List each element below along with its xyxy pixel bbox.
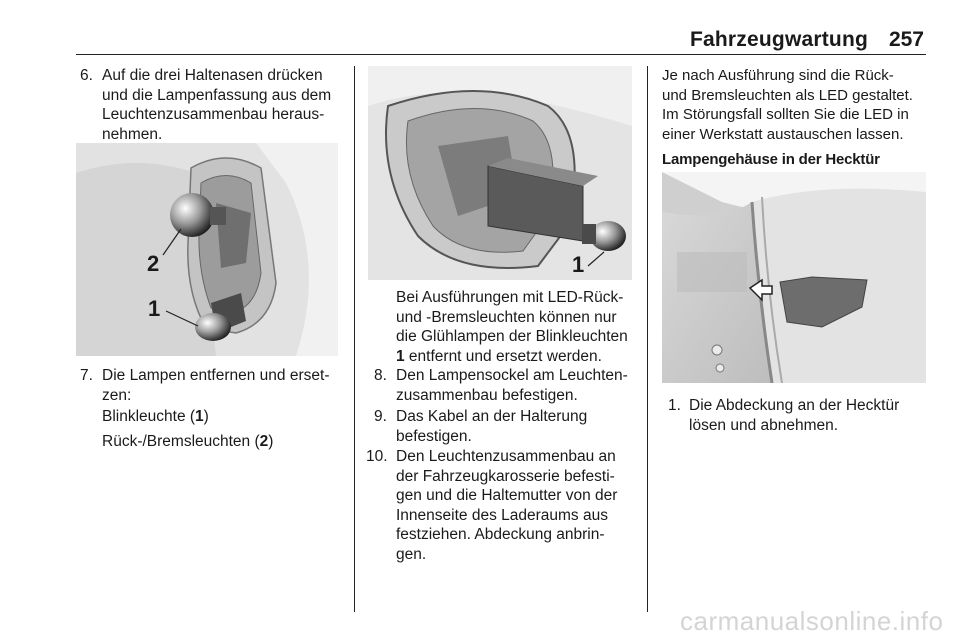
step-1-text: Die Abdeckung an der Hecktür lösen und abnehmen.: [689, 397, 900, 434]
tailgate-figure: [662, 172, 926, 383]
section-title: Fahrzeugwartung: [690, 28, 869, 51]
column-divider-2: [647, 66, 648, 612]
section-heading: Lampengehäuse in der Hecktür: [662, 151, 880, 168]
step-10-number: 10.: [366, 448, 388, 465]
figure-label-1: 1: [148, 296, 161, 321]
page-number: 257: [888, 28, 924, 51]
watermark: carmanualsonline.info: [680, 606, 944, 636]
blinker-item: Blinkleuchte (1): [102, 408, 209, 425]
step-1-number: 1.: [668, 397, 681, 414]
step-7-text: Die Lampen entfernen und erset- zen:: [102, 367, 330, 404]
lamp-assembly-figure: [368, 66, 632, 280]
step-8-text: Den Lampensockel am Leuchten- zusammenbau befestigen.: [396, 367, 628, 404]
step-9-text: Das Kabel an der Halterung befestigen.: [396, 408, 588, 445]
step-6-number: 6.: [80, 67, 93, 84]
step-6-text: Auf die drei Haltenasen drücken und die Lampenfassung aus dem Leuchtenzusammenbau heraus- nehmen.: [102, 67, 332, 143]
led-note: Bei Ausführungen mit LED-Rück- und -Bremsleuchten können nur die Glühlampen der Blinkleuchten 1 entfernt und ersetzt werden.: [396, 289, 628, 365]
step-7-number: 7.: [80, 367, 93, 384]
led-info-paragraph: Je nach Ausführung sind die Rück- und Bremsleuchten als LED gestaltet. Im Störungsfall sollten Sie die LED in einer Werkstatt austauschen lassen.: [662, 67, 913, 143]
step-8-number: 8.: [374, 367, 387, 384]
brake-light-item: Rück-/Bremsleuchten (2): [102, 433, 274, 450]
column-divider-1: [354, 66, 355, 612]
figure-label-1: 1: [572, 252, 585, 277]
header-rule: [76, 54, 926, 55]
figure-label-2: 2: [147, 251, 160, 276]
lamp-socket-figure: [76, 143, 338, 356]
step-9-number: 9.: [374, 408, 387, 425]
step-10-text: Den Leuchtenzusammenbau an der Fahrzeugkarosserie befesti- gen und die Haltemutter von der Innenseite des Laderaums aus festziehen. Abdeckung anbrin- gen.: [396, 448, 618, 563]
